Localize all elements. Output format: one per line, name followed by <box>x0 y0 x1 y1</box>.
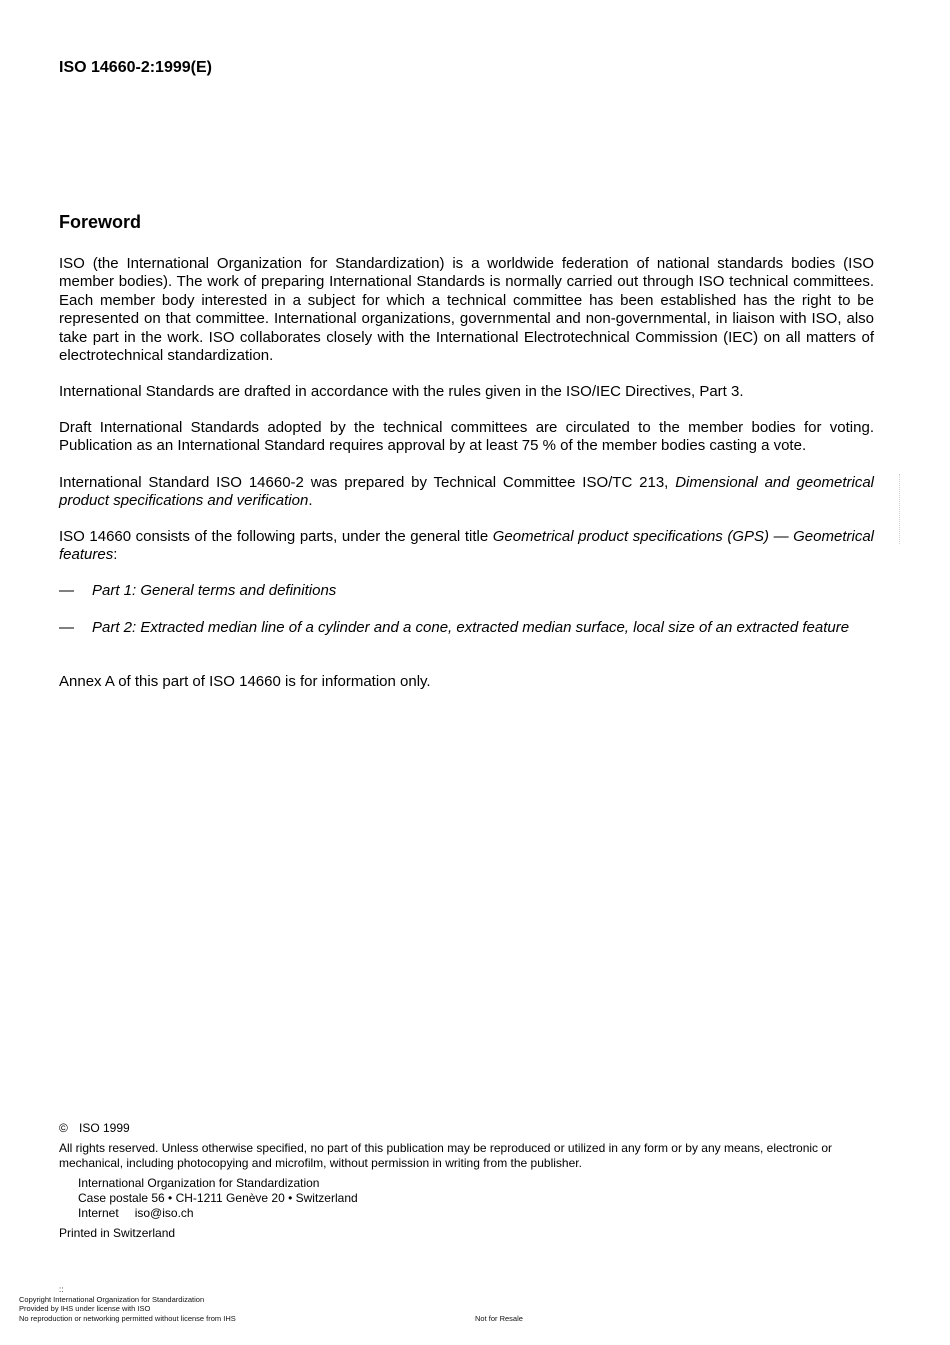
foreword-heading: Foreword <box>59 212 142 232</box>
list-dash: — <box>59 619 74 636</box>
p5-suffix: : <box>113 546 118 564</box>
organization-name: International Organization for Standardization <box>78 1176 320 1190</box>
list-item-part-2 <box>59 619 874 657</box>
p4-prefix: International Standard ISO 14660-2 was prepared by Technical Committee ISO/TC 213, <box>59 474 676 491</box>
footer-license-line: Provided by IHS under license with ISO <box>19 1304 151 1313</box>
list-dash: — <box>59 582 74 599</box>
rights-statement: All rights reserved. Unless otherwise specified, no part of this publication may be reproduced or utilized in any form or by any means, electronic or mechanical, including photocopying and microfilm, without permission in writing from the publisher. <box>59 1141 833 1170</box>
foreword-paragraph-5 <box>59 528 874 565</box>
footer-copyright-line: Copyright International Organization for Standardization <box>19 1295 205 1304</box>
p5-prefix: ISO 14660 consists of the following parts, under the general title <box>59 528 493 545</box>
printed-in: Printed in Switzerland <box>59 1226 176 1240</box>
foreword-paragraph-1: ISO (the International Organization for Standardization) is a worldwide federation of national standards bodies (ISO member bodies). The work of preparing International Standards is normally carried out through ISO technical committees. Each member body interested in a subject for which a technical committee has been established has the right to be represented on that committee. International organizations, governmental and non-governmental, in liaison with ISO, also take part in the work. ISO collaborates closely with the International Electrotechnical Commission (IEC) on all matters of electrotechnical standardization. <box>59 255 874 365</box>
foreword-paragraph-6: Annex A of this part of ISO 14660 is for information only. <box>59 673 431 690</box>
p4-suffix: . <box>308 492 313 510</box>
general-title: Geometrical product specifications (GPS) — Geometrical features <box>59 528 874 564</box>
foreword-paragraph-3: Draft International Standards adopted by the technical committees are circulated to the member bodies for voting. Publication as an International Standard requires approval by at least 75 % of the member bodies casting a vote. <box>59 419 874 455</box>
internet-line <box>78 1206 194 1221</box>
margin-mark <box>899 474 904 544</box>
foreword-paragraph-4 <box>59 474 874 511</box>
footer-not-for-resale: Not for Resale <box>475 1314 523 1323</box>
copyright-year: ISO 1999 <box>79 1121 130 1135</box>
internet-label: Internet <box>78 1206 119 1220</box>
part-2-title: Part 2: Extracted median line of a cylinder and a cone, extracted median surface, local size of an extracted feature <box>92 619 850 636</box>
footer-reproduction-line: No reproduction or networking permitted without license from IHS <box>19 1314 236 1323</box>
email-address: iso@iso.ch <box>134 1206 194 1220</box>
copyright-symbol: © <box>59 1121 68 1135</box>
foreword-paragraph-2: International Standards are drafted in accordance with the rules given in the ISO/IEC Directives, Part 3. <box>59 383 744 400</box>
committee-title: Dimensional and geometrical product specifications and verification <box>59 474 874 510</box>
list-item-part-1 <box>59 582 874 602</box>
part-1-title: Part 1: General terms and definitions <box>92 582 337 599</box>
postal-address: Case postale 56 • CH-1211 Genève 20 • Switzerland <box>78 1191 358 1205</box>
document-id: ISO 14660-2:1999(E) <box>59 59 212 76</box>
footer-dots: :: <box>59 1285 64 1294</box>
